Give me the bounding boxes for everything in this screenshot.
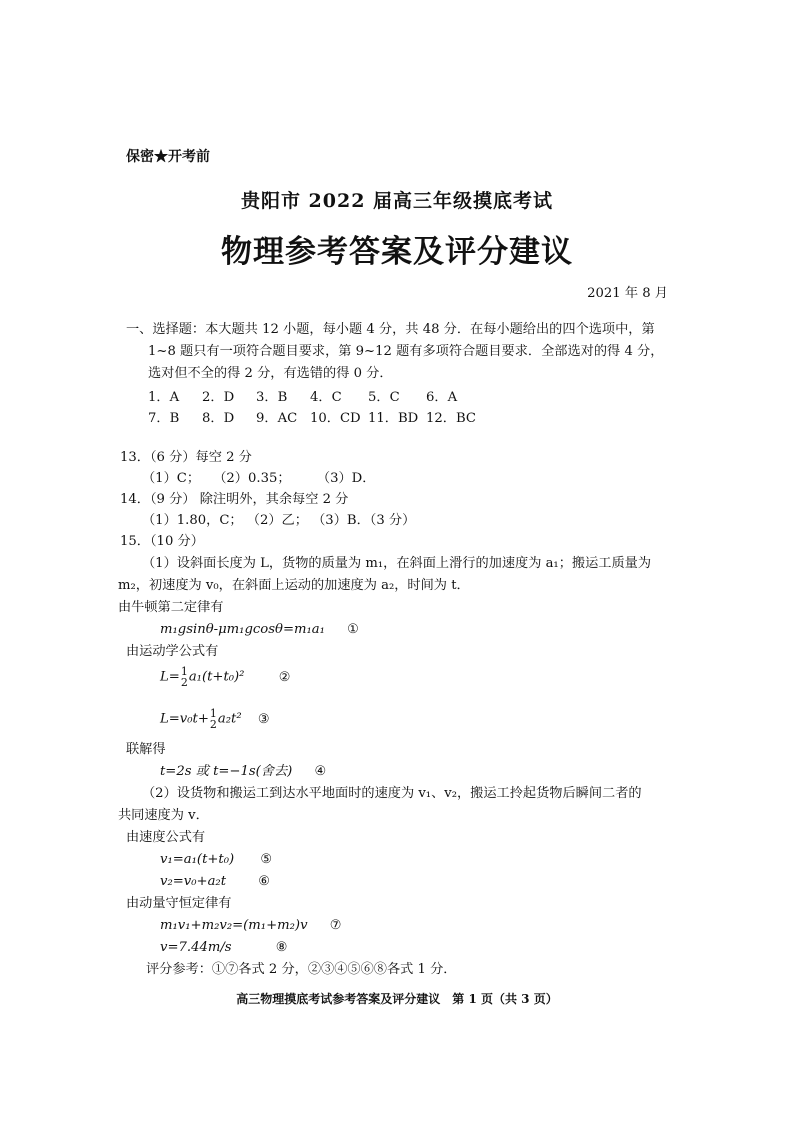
equation-2-left: L= (160, 669, 180, 685)
fraction-denominator: 2 (180, 676, 188, 689)
equation-3-mark: ③ (257, 711, 270, 727)
equation-4 (160, 762, 326, 782)
equation-7-text: m₁v₁+m₂v₂=(m₁+m₂)v (160, 918, 308, 933)
equation-2-mark: ② (278, 669, 291, 685)
kinematics-label: 由运动学公式有 (126, 644, 219, 659)
answer-11: 11．BD (368, 411, 419, 426)
answer-8: 8．D (202, 411, 235, 426)
fraction-numerator-2: 1 (209, 707, 217, 720)
momentum-label: 由动量守恒定律有 (126, 896, 232, 911)
equation-8-text: v=7.44m/s (160, 940, 232, 955)
q13-heading: 13．（6 分）每空 2 分 (120, 450, 252, 465)
section1-intro-line2: 1~8 题只有一项符合题目要求，第 9~12 题有多项符合题目要求．全部选对的得 4 分， (148, 344, 664, 359)
equation-4-mark: ④ (314, 764, 327, 779)
page-footer: 高三物理摸底考试参考答案及评分建议 第 1 页（共 3 页） (236, 992, 558, 1006)
q15-heading: 15．（10 分） (120, 534, 204, 549)
equation-6-text: v₂=v₀+a₂t (160, 874, 227, 889)
equation-5-mark: ⑤ (260, 852, 273, 867)
answer-9: 9．AC (256, 411, 298, 426)
answers-row-1 (148, 386, 484, 407)
q14-heading: 14．（9 分） 除注明外，其余每空 2 分 (120, 492, 349, 507)
exam-title: 贵阳市 2022 届高三年级摸底考试 (240, 190, 554, 212)
equation-3 (160, 708, 270, 730)
answer-2: 2．D (202, 390, 235, 405)
confidential-label: 保密★开考前 (126, 149, 210, 165)
fraction-half-2 (210, 708, 217, 730)
answer-6: 6．A (426, 390, 458, 405)
q15-part1-line2: m₂，初速度为 v₀，在斜面上运动的加速度为 a₂，时间为 t． (118, 578, 470, 593)
equation-8-mark: ⑧ (275, 940, 288, 955)
equation-5 (160, 850, 272, 870)
equation-8 (160, 938, 288, 958)
equation-1-mark: ① (347, 622, 359, 637)
q15-part1-line1: （1）设斜面长度为 L，货物的质量为 m₁，在斜面上滑行的加速度为 a₁；搬运工质量为 (142, 556, 652, 571)
equation-3-left: L=v₀t+ (160, 711, 209, 727)
q15-part2-line1: （2）设货物和搬运工到达水平地面时的速度为 v₁、v₂，搬运工拎起货物后瞬间二者的 (142, 786, 642, 801)
answer-5: 5．C (368, 390, 400, 405)
answer-4: 4．C (310, 390, 342, 405)
equation-7 (160, 916, 342, 936)
q15-part2-line2: 共同速度为 v． (118, 808, 209, 823)
solve-label: 联解得 (126, 742, 166, 757)
answer-1: 1．A (148, 390, 180, 405)
equation-1-text: m₁gsinθ-μm₁gcosθ=m₁a₁ (160, 622, 325, 637)
equation-2-right: a₁(t+t₀)² (188, 669, 245, 685)
newton-law-label: 由牛顿第二定律有 (118, 600, 224, 615)
fraction-numerator: 1 (180, 665, 188, 678)
equation-6-mark: ⑥ (258, 874, 271, 889)
document-date: 2021 年 8 月 (587, 286, 668, 301)
velocity-formula-label: 由速度公式有 (126, 830, 206, 845)
choice-answers (148, 386, 484, 428)
q13-answers: （1）C； （2）0.35； （3）D． (142, 471, 376, 486)
answer-12: 12．BC (426, 411, 476, 426)
section1-intro-line3: 选对但不全的得 2 分，有选错的得 0 分． (148, 366, 393, 381)
equation-3-right: a₂t² (217, 711, 242, 727)
scoring-reference: 评分参考：①⑦各式 2 分，②③④⑤⑥⑧各式 1 分． (146, 962, 457, 977)
equation-5-text: v₁=a₁(t+t₀) (160, 852, 235, 867)
equation-1 (160, 620, 359, 640)
fraction-denominator-2: 2 (209, 718, 217, 731)
answer-7: 7．B (148, 411, 180, 426)
section1-intro-line1: 一、选择题：本大题共 12 小题，每小题 4 分，共 48 分．在每小题给出的四个选项中，第 (126, 322, 655, 337)
equation-6 (160, 872, 270, 892)
equation-2 (160, 666, 291, 688)
answer-3: 3．B (256, 390, 288, 405)
equation-7-mark: ⑦ (329, 918, 342, 933)
answers-row-2 (148, 407, 484, 428)
answer-10: 10．CD (310, 411, 361, 426)
equation-4-text: t=2s 或 t=−1s(舍去) (160, 764, 293, 779)
fraction-half (181, 666, 188, 688)
document-title: 物理参考答案及评分建议 (221, 234, 573, 270)
q14-answers: （1）1.80，C； （2）乙； （3）B．（3 分） (142, 513, 416, 528)
